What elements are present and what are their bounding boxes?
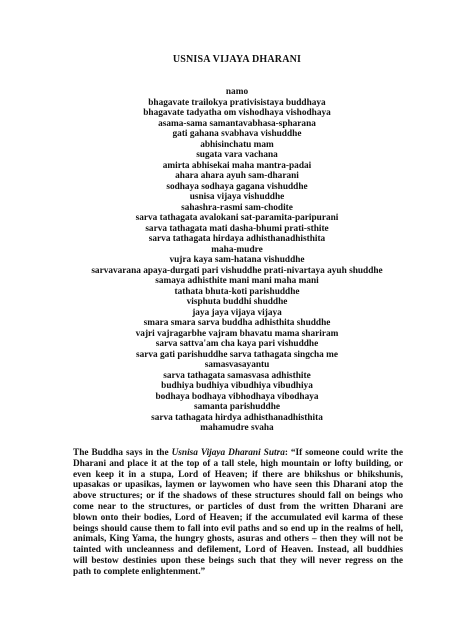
mantra-line: ahara ahara ayuh sam-dharani bbox=[175, 171, 299, 181]
mantra-line: samasvasayantu bbox=[204, 360, 270, 370]
mantra-line: abhisinchatu mam bbox=[200, 139, 274, 150]
mantra-line: tathata bhuta-koti parishuddhe bbox=[174, 286, 300, 297]
mantra-line: samaya adhisthite mani mani maha mani bbox=[155, 276, 319, 286]
mantra-line: namo bbox=[225, 87, 249, 97]
mantra-line: usnisa vijaya vishuddhe bbox=[189, 192, 285, 202]
mantra-line: sarva tathagata hirdaya adhisthanadhisthita bbox=[148, 234, 326, 244]
mantra-line: sarva tathagata samasvasa adhisthite bbox=[163, 370, 311, 381]
mantra-line: mahamudre svaha bbox=[200, 423, 274, 433]
mantra-line: bodhaya bodhaya vibhodhaya vibodhaya bbox=[155, 391, 319, 402]
mantra-line: asama-sama samantavabhasa-spharana bbox=[158, 118, 316, 129]
mantra-line: amirta abhisekai maha mantra-padai bbox=[162, 160, 312, 171]
mantra-line: sugata vara vachana bbox=[196, 150, 278, 160]
mantra-line: vajri vajragarbhe vajram bhavatu mama shariram bbox=[135, 328, 339, 339]
mantra-line: sahashra-rasmi sam-chodite bbox=[181, 202, 293, 213]
page-title: USNISA VIJAYA DHARANI bbox=[172, 54, 302, 65]
mantra-line: visphuta buddhi shuddhe bbox=[186, 297, 288, 307]
mantra-line: bhagavate trailokya prativisistaya buddhaya bbox=[148, 97, 326, 108]
mantra-line: sarvavarana apaya-durgati pari vishuddhe prati-nivartaya ayuh shuddhe bbox=[91, 265, 383, 276]
paragraph-body: : “If someone could write the Dharani and place it at the top of a tall stele, high mountain or lofty building, or even keep it in a stupa, Lord of Heaven; if there are bhikshus or bhikshunis, upasakas or upasikas, laymen or laywomen who have seen this Dharani atop the above structures; or if the shadows of these structures should fall on beings who come near to the structures, or particles of dust from the written Dharani are blown onto their bodies, Lord of Heaven; if the accumulated evil karma of these beings should cause them to fall into evil paths and so end up in the realms of hell, animals, King Yama, the hungry ghosts, asuras and others – then they will not be tainted with uncleanness and defilement, Lord of Heaven. Instead, all buddhies will bestow destinies upon these beings such that they will never regress on the path to complete enlightenment.” bbox=[73, 448, 403, 577]
commentary-paragraph bbox=[73, 448, 403, 578]
mantra-line: smara smara sarva buddha adhisthita shuddhe bbox=[143, 318, 331, 328]
mantra-line: gati gahana svabhava vishuddhe bbox=[172, 129, 302, 139]
mantra-line: maha-mudre bbox=[211, 244, 263, 255]
mantra-line: sarva gati parishuddhe sarva tathagata singcha me bbox=[136, 349, 338, 360]
mantra-line: sodhaya sodhaya gagana vishuddhe bbox=[166, 181, 308, 192]
mantra-line: budhiya budhiya vibudhiya vibudhiya bbox=[161, 381, 313, 391]
mantra-line: jaya jaya vijaya vijaya bbox=[192, 307, 282, 318]
mantra-line: vujra kaya sam-hatana vishuddhe bbox=[169, 255, 305, 265]
mantra-line: sarva tathagata avalokani sat-paramita-paripurani bbox=[135, 213, 339, 223]
sutra-title: Usnisa Vijaya Dharani Sutra bbox=[171, 448, 285, 458]
mantra-line: sarva sattva'am cha kaya pari vishuddhe bbox=[155, 339, 319, 349]
mantra-line: samanta parishuddhe bbox=[193, 402, 281, 412]
paragraph-lead: The Buddha says in the bbox=[73, 448, 172, 458]
mantra-line: sarva tathagata mati dasha-bhumi prati-sthite bbox=[145, 223, 329, 234]
mantra-line: sarva tathagata hirdya adhisthanadhisthita bbox=[151, 412, 323, 423]
mantra-line: bhagavate tadyatha om vishodhaya vishodhaya bbox=[143, 108, 331, 118]
mantra-block bbox=[0, 87, 474, 434]
